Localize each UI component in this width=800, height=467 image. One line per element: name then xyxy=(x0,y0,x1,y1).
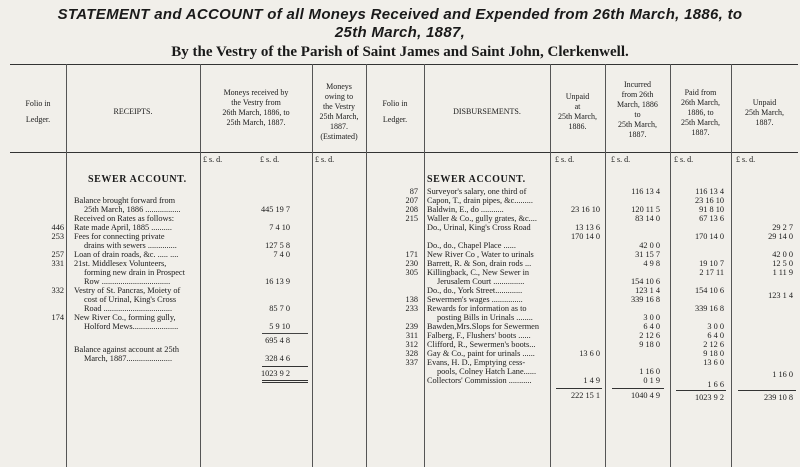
receipt-line: Received on Rates as follows: xyxy=(74,214,175,223)
folio-number: 87 xyxy=(409,187,418,196)
units-label: £ s. d. xyxy=(555,155,575,164)
paid-amount: 3 0 0 xyxy=(707,322,724,331)
incurred-amount: 120 11 5 xyxy=(631,205,660,214)
paid-amount: 19 10 7 xyxy=(699,259,724,268)
folio-number: 253 xyxy=(51,232,64,241)
header-moneys-received: Moneys received by the Vestry from 26th March, 1886, to 25th March, 1887. xyxy=(222,88,290,127)
folio-number: 208 xyxy=(405,205,418,214)
disbursement-line: Clifford, R., Sewermen's boots... xyxy=(427,340,536,349)
paid-amount: 6 4 0 xyxy=(707,331,724,340)
incurred-amount: 83 14 0 xyxy=(635,214,660,223)
paid-amount: 91 8 10 xyxy=(699,205,724,214)
incurred-amount: 4 9 8 xyxy=(643,259,660,268)
units-label: £ s. d. xyxy=(260,155,280,164)
folio-number: 207 xyxy=(405,196,418,205)
folio-number: 230 xyxy=(405,259,418,268)
units-label: £ s. d. xyxy=(611,155,631,164)
incurred-amount: 2 12 6 xyxy=(639,331,660,340)
statement-subtitle: By the Vestry of the Parish of Saint James and Saint John, Clerkenwell. xyxy=(171,44,629,60)
receipt-subtotal: 695 4 8 xyxy=(265,336,290,345)
folio-number: 312 xyxy=(405,340,418,349)
paid-amount: 13 6 0 xyxy=(703,358,724,367)
receipt-amount: 127 5 8 xyxy=(265,241,290,250)
incurred-amount: 1 16 0 xyxy=(639,367,660,376)
header-disbursements: DISBURSEMENTS. xyxy=(453,107,521,116)
header-incurred: Incurred from 26th March, 1886 to 25th March, 1887. xyxy=(617,80,658,139)
disbursement-line: Evans, H. D., Emptying cess- xyxy=(427,358,526,367)
receipt-amount: 445 19 7 xyxy=(260,205,290,214)
receipt-amount: 5 9 10 xyxy=(269,322,290,331)
receipt-line: March, 1887...................... xyxy=(84,354,173,363)
paid-amount: 116 13 4 xyxy=(695,187,724,196)
unpaid-1886-amount: 1 4 9 xyxy=(583,376,600,385)
header-folio-left: Folio in Ledger. xyxy=(25,99,51,124)
folio-number: 311 xyxy=(405,331,418,340)
paid-amount: 67 13 6 xyxy=(699,214,724,223)
disbursement-line: Surveyor's salary, one third of xyxy=(427,187,527,196)
folio-number: 446 xyxy=(51,223,64,232)
receipt-line: Loan of drain roads, &c. ..... .... xyxy=(74,250,179,259)
folio-number: 257 xyxy=(51,250,64,259)
disbursement-line: Killingback, C., New Sewer in xyxy=(427,268,530,277)
statement-title: STATEMENT and ACCOUNT of all Moneys Received and Expended from 26th March, 1886, to xyxy=(57,6,743,23)
unpaid-1886-amount: 13 13 6 xyxy=(575,223,600,232)
header-receipts: RECEIPTS. xyxy=(113,107,153,116)
incurred-total: 1040 4 9 xyxy=(630,391,660,400)
receipt-line: Fees for connecting private xyxy=(74,232,165,241)
unpaid-1887-total: 239 10 8 xyxy=(763,393,793,402)
folio-number: 305 xyxy=(405,268,418,277)
statement-title-line2: 25th March, 1887, xyxy=(334,24,466,41)
unpaid-1887-amount: 123 1 4 xyxy=(768,291,793,300)
disbursement-line: Baldwin, E., do ........... xyxy=(427,205,504,214)
paid-amount: 154 10 6 xyxy=(694,286,724,295)
folio-number: 239 xyxy=(405,322,418,331)
unpaid-1887-amount: 1 16 0 xyxy=(772,370,793,379)
section-title-receipts: SEWER ACCOUNT. xyxy=(88,174,187,185)
receipt-line: cost of Urinal, King's Cross xyxy=(84,295,177,304)
disbursement-line: Do., do., York Street............. xyxy=(427,286,523,295)
folio-number: 328 xyxy=(405,349,418,358)
folio-number: 331 xyxy=(51,259,64,268)
total-rule xyxy=(676,390,726,391)
incurred-amount: 154 10 6 xyxy=(630,277,660,286)
receipt-line: Holford Mews...................... xyxy=(84,322,179,331)
units-label: £ s. d. xyxy=(315,155,335,164)
disbursement-line: Do., Urinal, King's Cross Road xyxy=(427,223,531,232)
paid-amount: 170 14 0 xyxy=(694,232,724,241)
folio-number: 171 xyxy=(405,250,418,259)
receipt-amount: 85 7 0 xyxy=(269,304,290,313)
receipt-line: Balance against account at 25th xyxy=(74,345,180,354)
disbursement-line: Bawden,Mrs.Slops for Sewermen xyxy=(427,322,539,331)
receipt-line: 21st. Middlesex Volunteers, xyxy=(74,259,167,268)
disbursement-line: Waller & Co., gully grates, &c.... xyxy=(427,214,537,223)
total-rule xyxy=(738,390,796,391)
table-top-rule xyxy=(10,64,798,65)
paid-total: 1023 9 2 xyxy=(694,393,724,402)
header-unpaid-1887: Unpaid 25th March, 1887. xyxy=(744,98,785,127)
total-double-rule xyxy=(262,380,308,383)
incurred-amount: 42 0 0 xyxy=(639,241,660,250)
header-folio-right: Folio in Ledger. xyxy=(382,99,408,124)
total-rule xyxy=(612,388,664,389)
incurred-amount: 31 15 7 xyxy=(635,250,660,259)
incurred-amount: 0 1 9 xyxy=(643,376,660,385)
receipt-line: 25th March, 1886 ................. xyxy=(84,205,181,214)
total-rule xyxy=(262,366,308,367)
unpaid-1886-amount: 23 16 10 xyxy=(570,205,600,214)
receipt-line: New River Co., forming gully, xyxy=(74,313,176,322)
receipt-amount: 7 4 0 xyxy=(273,250,290,259)
receipt-total: 1023 9 2 xyxy=(260,369,290,378)
unpaid-1887-amount: 12 5 0 xyxy=(772,259,793,268)
disbursement-line: Jerusalem Court ............... xyxy=(437,277,525,286)
folio-number: 233 xyxy=(405,304,418,313)
disbursement-line: Sewermen's wages ............... xyxy=(427,295,523,304)
header-unpaid-1886: Unpaid at 25th March, 1886. xyxy=(557,92,598,131)
unpaid-1887-amount: 29 2 7 xyxy=(772,223,793,232)
disbursement-line: New River Co , Water to urinals xyxy=(427,250,534,259)
total-rule xyxy=(556,388,602,389)
receipt-amount: 7 4 10 xyxy=(269,223,290,232)
unpaid-1886-amount: 13 6 0 xyxy=(579,349,600,358)
disbursement-line: posting Bills in Urinals ........ xyxy=(437,313,533,322)
incurred-amount: 116 13 4 xyxy=(631,187,660,196)
disbursement-line: Rewards for information as to xyxy=(427,304,527,313)
column-divider xyxy=(66,64,67,467)
disbursement-line: Barrett, R. & Son, drain rods ... xyxy=(427,259,532,268)
incurred-amount: 9 18 0 xyxy=(639,340,660,349)
paid-amount: 2 17 11 xyxy=(699,268,724,277)
column-divider xyxy=(424,64,425,467)
disbursement-line: Do., do., Chapel Place ...... xyxy=(427,241,516,250)
receipt-line: Rate made April, 1885 .......... xyxy=(74,223,172,232)
receipt-line: Vestry of St. Pancras, Moiety of xyxy=(74,286,181,295)
receipt-line: Balance brought forward from xyxy=(74,196,176,205)
incurred-amount: 3 0 0 xyxy=(643,313,660,322)
receipt-line: Road ................................. xyxy=(84,304,173,313)
header-moneys-owing: Moneys owing to the Vestry 25th March, 1887. (Estimated) xyxy=(319,82,359,141)
paid-amount: 23 16 10 xyxy=(694,196,724,205)
disbursement-line: Capon, T., drain pipes, &c......... xyxy=(427,196,533,205)
paid-amount: 9 18 0 xyxy=(703,349,724,358)
disbursement-line: Gay & Co., paint for urinals ...... xyxy=(427,349,535,358)
folio-number: 337 xyxy=(405,358,418,367)
receipt-line: forming new drain in Prospect xyxy=(84,268,185,277)
section-title-disbursements: SEWER ACCOUNT. xyxy=(427,174,526,185)
paid-amount: 2 12 6 xyxy=(703,340,724,349)
folio-number: 138 xyxy=(405,295,418,304)
receipt-amount: 16 13 9 xyxy=(265,277,290,286)
folio-number: 215 xyxy=(405,214,418,223)
folio-number: 332 xyxy=(51,286,64,295)
unpaid-1887-amount: 1 11 9 xyxy=(772,268,793,277)
disbursement-line: pools, Colney Hatch Lane...... xyxy=(437,367,537,376)
disbursement-line: Collectors' Commission ........... xyxy=(427,376,532,385)
units-label: £ s. d. xyxy=(736,155,756,164)
unpaid-1887-amount: 42 0 0 xyxy=(772,250,793,259)
incurred-amount: 123 1 4 xyxy=(635,286,660,295)
disbursement-line: Falberg, F., Flushers' boots ...... xyxy=(427,331,531,340)
subtotal-rule xyxy=(262,333,308,334)
paid-amount: 339 16 8 xyxy=(694,304,724,313)
header-paid: Paid from 26th March, 1886, to 25th March, 1887. xyxy=(680,88,721,137)
units-label: £ s. d. xyxy=(203,155,223,164)
paid-amount: 1 6 6 xyxy=(707,380,724,389)
units-label: £ s. d. xyxy=(674,155,694,164)
incurred-amount: 339 16 8 xyxy=(630,295,660,304)
receipt-line: drains with sewers .............. xyxy=(84,241,177,250)
unpaid-1887-amount: 29 14 0 xyxy=(768,232,793,241)
incurred-amount: 6 4 0 xyxy=(643,322,660,331)
folio-number: 174 xyxy=(51,313,64,322)
receipt-line: Row ................................. xyxy=(84,277,171,286)
unpaid-1886-amount: 170 14 0 xyxy=(570,232,600,241)
unpaid-1886-total: 222 15 1 xyxy=(570,391,600,400)
header-bottom-rule xyxy=(10,152,798,153)
receipt-amount: 328 4 6 xyxy=(265,354,290,363)
